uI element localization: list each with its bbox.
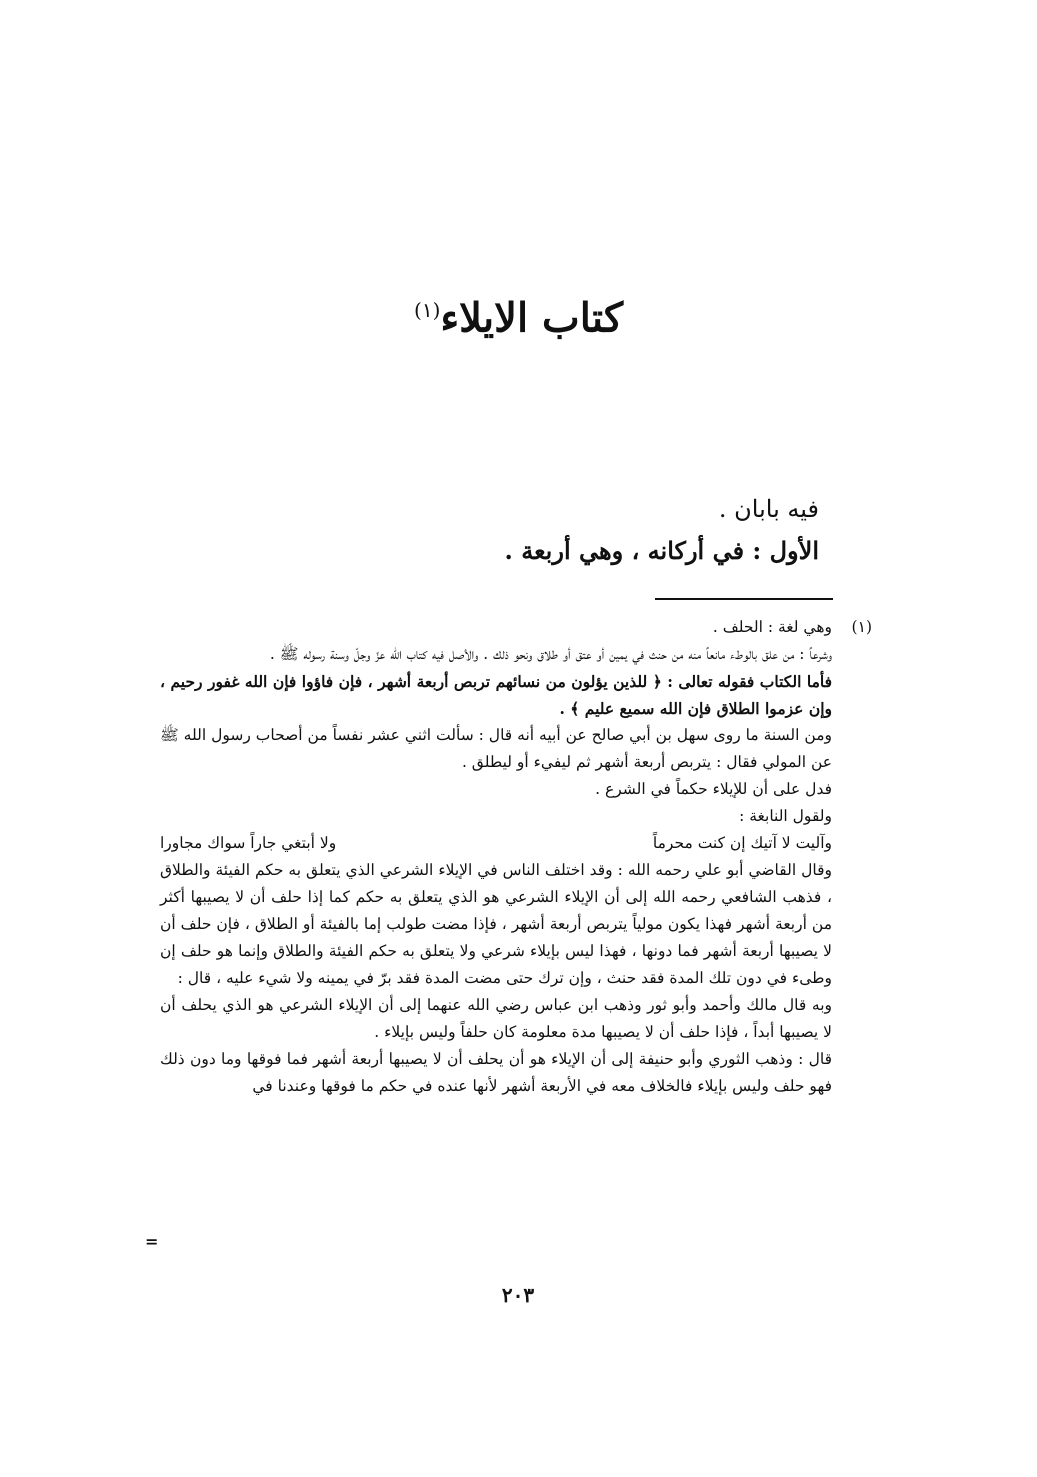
footnote-line [160, 614, 872, 641]
footnote-line: ولقول النابغة : [739, 807, 832, 825]
footnote-marker: (١) [851, 618, 872, 636]
chapter-title-text: كتاب الايلاء [440, 294, 623, 342]
footnote-paragraph: قال : وذهب الثوري وأبو حنيفة إلى أن الإيلاء هو أن يحلف أن لا يصيبها أربعة أشهر فما فوقها وما دون ذلك فهو حلف وليس بإيلاء فالخلاف معه في الأربعة أشهر لأنها عنده في حكم ما فوقها وعندنا في [160, 1050, 832, 1095]
intro-line: فيه بابان . [718, 495, 819, 523]
footnote-line: فأما الكتاب فقوله تعالى : ﴿ للذين يؤلون من نسائهم تربص أربعة أشهر ، فإن فاؤوا فإن الله غفور رحيم ، وإن عزموا الطلاق فإن الله سميع عليم ﴾ . [160, 672, 832, 718]
chapter-title [300, 280, 737, 348]
poem-verse [160, 830, 872, 857]
footnote-text: وهي لغة : الحلف . [712, 618, 832, 636]
footnote-line: فدل على أن للإيلاء حكماً في الشرع . [595, 780, 832, 798]
chapter-note-ref: (١) [414, 298, 441, 322]
footnote-block [160, 614, 872, 1100]
verse-first-half: وآليت لا آتيك إن كنت محرماً [652, 834, 832, 852]
footnote-paragraph: وبه قال مالك وأحمد وأبو ثور وذهب ابن عباس رضي الله عنهما إلى أن الإيلاء الشرعي هو الذي يحلف أن لا يصيبها أبداً ، فإذا حلف أن لا يصيبها مدة معلومة كان حلفاً وليس بإيلاء . [160, 996, 833, 1041]
page-number: ٢٠٣ [501, 1283, 535, 1307]
intro-section [219, 488, 819, 572]
footnote-line: وشرعاً : من علق بالوطء مانعاً منه من حنث في يمين أو عتق أو طلاق ونحو ذلك . والأصل فيه كتاب الله عزّ وجلّ وسنة رسوله ﷺ . [269, 645, 832, 663]
continuation-mark: = [145, 1232, 159, 1251]
footnote-paragraph: وقال القاضي أبو علي رحمه الله : وقد اختلف الناس في الإيلاء الشرعي الذي يتعلق به حكم الفيئة والطلاق ، فذهب الشافعي رحمه الله إلى أن الإيلاء الشرعي هو الذي يتعلق به حكم كما إذا حلف أن لا يصيبها أكثر من أربعة أشهر فهذا يكون مولياً يتربص أربعة أشهر ، فإذا مضت طولب إما بالفيئة أو الطلاق ، فإن حلف أن لا يصيبها أربعة أشهر فما دونها ، فهذا ليس بإيلاء شرعي ولا يتعلق به حكم الفيئة والطلاق وإنما هو حلف إن وطىء في دون تلك المدة فقد حنث ، وإن ترك حتى مضت المدة فقد برّ في يمينه ولا شيء عليه ، قال : [160, 861, 832, 987]
intro-line: الأول : في أركانه ، وهي أربعة . [504, 536, 819, 565]
footnote-line: ومن السنة ما روى سهل بن أبي صالح عن أبيه أنه قال : سألت اثني عشر نفساً من أصحاب رسول الله ﷺ عن المولي فقال : يتربص أربعة أشهر ثم ليفيء أو ليطلق . [160, 726, 832, 771]
verse-second-half: ولا أبتغي جاراً سواك مجاورا [160, 834, 337, 852]
footnote-divider [655, 598, 833, 600]
